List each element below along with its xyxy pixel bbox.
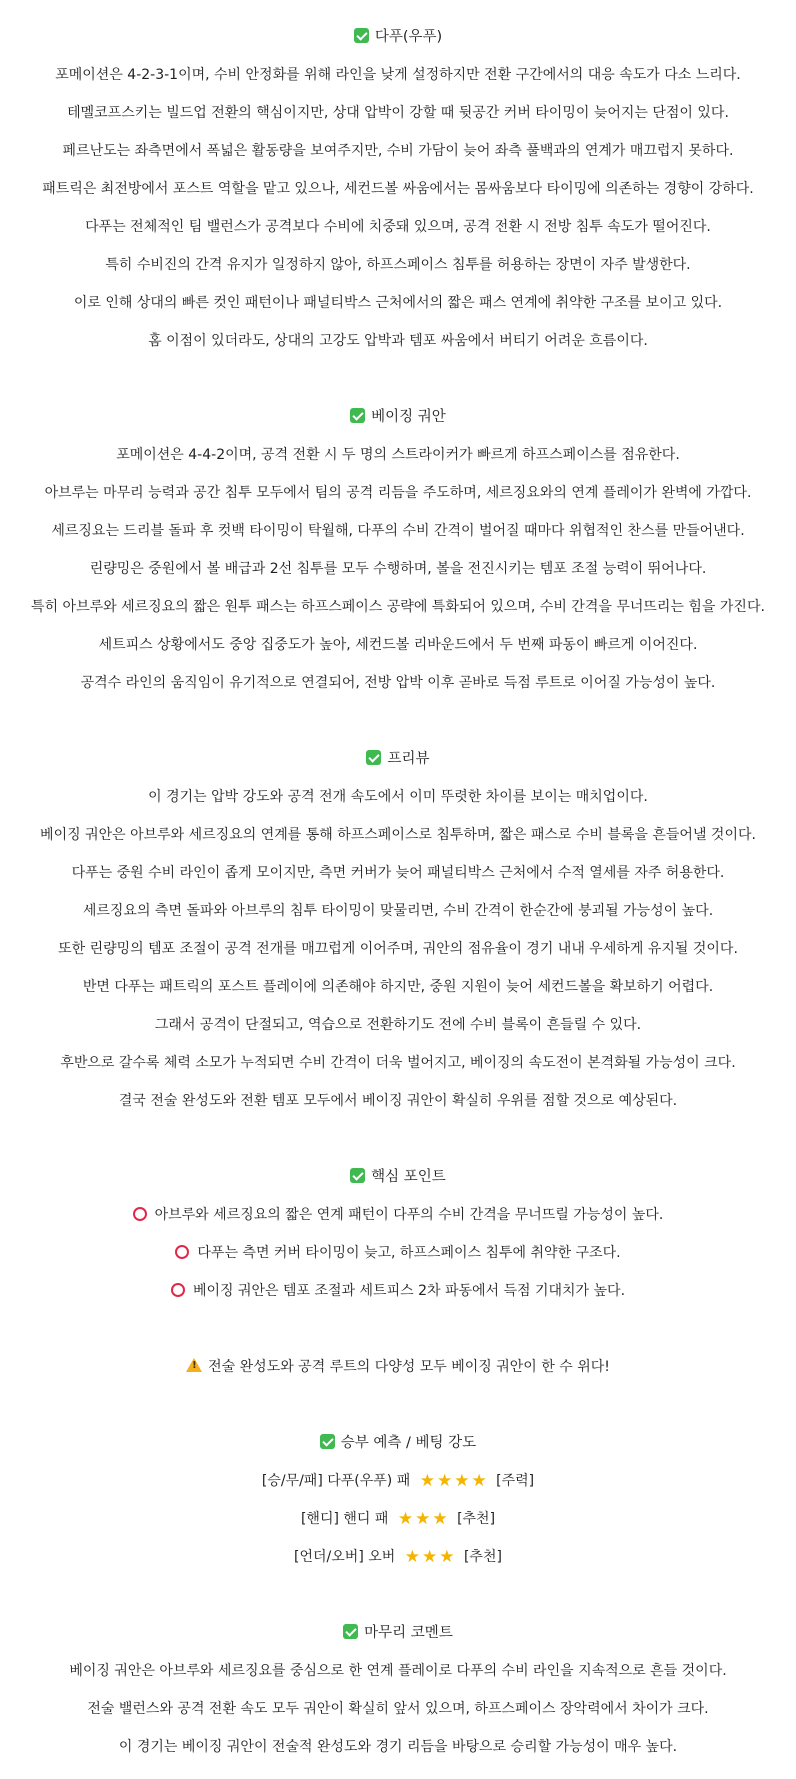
paragraph-line: 베이징 궈안은 아브루와 세르징요의 연계를 통해 하프스페이스로 침투하며, 짧은 패스로 수비 블록을 흔들어낼 것이다. <box>40 827 756 843</box>
prediction-label: [핸디] 핸디 패 <box>300 1511 389 1527</box>
paragraph-line: 베이징 궈안은 아브루와 세르징요를 중심으로 한 연계 플레이로 다푸의 수비 라인을 지속적으로 흔들 것이다. <box>69 1663 727 1679</box>
prediction-tag: [추천] <box>463 1549 502 1565</box>
paragraph-line: 이로 인해 상대의 빠른 컷인 패턴이나 패널티박스 근처에서의 짧은 패스 연계에 취약한 구조를 보이고 있다. <box>73 295 723 311</box>
star-rating <box>419 1471 488 1491</box>
warning-icon <box>186 1358 202 1372</box>
prediction-row <box>0 1502 796 1540</box>
star-icon: ★ <box>439 1547 455 1567</box>
section-heading <box>0 1616 796 1654</box>
heading-text: 마무리 코멘트 <box>364 1625 453 1641</box>
circle-icon <box>175 1245 189 1259</box>
star-icon: ★ <box>436 1471 453 1491</box>
check-icon <box>320 1434 335 1449</box>
paragraph-line: 세르징요는 드리블 돌파 후 컷백 타이밍이 탁월해, 다푸의 수비 간격이 벌어질 때마다 위협적인 찬스를 만들어낸다. <box>51 523 745 539</box>
paragraph-line: 페르난도는 좌측면에서 폭넓은 활동량을 보여주지만, 수비 가담이 늦어 좌측 풀백과의 연계가 매끄럽지 못하다. <box>62 143 734 159</box>
check-icon <box>343 1624 358 1639</box>
prediction-tag: [추천] <box>457 1511 496 1527</box>
paragraph-line: 다푸는 전체적인 팀 밸런스가 공격보다 수비에 치중돼 있으며, 공격 전환 시 전방 침투 속도가 떨어진다. <box>85 219 711 235</box>
star-rating <box>397 1509 449 1529</box>
paragraph-line: 그래서 공격이 단절되고, 역습으로 전환하기도 전에 수비 블록이 흔들릴 수 있다. <box>154 1017 642 1033</box>
section-heading <box>0 1426 796 1464</box>
paragraph-line: 패트릭은 최전방에서 포스트 역할을 맡고 있으나, 세컨드볼 싸움에서는 몸싸움보다 타이밍에 의존하는 경향이 강하다. <box>42 181 754 197</box>
paragraph-line: 다푸는 중원 수비 라인이 좁게 모이지만, 측면 커버가 늦어 패널티박스 근처에서 수적 열세를 자주 허용한다. <box>71 865 725 881</box>
paragraph-line: 이 경기는 베이징 궈안이 전술적 완성도와 경기 리듬을 바탕으로 승리할 가능성이 매우 높다. <box>118 1739 678 1755</box>
check-icon <box>350 408 365 423</box>
key-point-item <box>0 1236 796 1274</box>
warning-text: 전술 완성도와 공격 루트의 다양성 모두 베이징 궈안이 한 수 위다! <box>208 1359 610 1375</box>
key-point-text: 아브루와 세르징요의 짧은 연계 패턴이 다푸의 수비 간격을 무너뜨릴 가능성이 높다. <box>154 1207 664 1223</box>
star-icon: ★ <box>404 1547 420 1567</box>
prediction-row <box>0 1540 796 1578</box>
key-point-text: 다푸는 측면 커버 타이밍이 늦고, 하프스페이스 침투에 취약한 구조다. <box>197 1245 621 1261</box>
key-point-item <box>0 1274 796 1312</box>
key-point-item <box>0 1198 796 1236</box>
prediction-tag: [주력] <box>496 1473 535 1489</box>
prediction-row <box>0 1464 796 1502</box>
warning-line <box>0 1350 796 1388</box>
section-heading <box>0 400 796 438</box>
section-closing <box>0 1616 796 1768</box>
paragraph-line: 린량밍은 중원에서 볼 배급과 2선 침투를 모두 수행하며, 볼을 전진시키는 템포 조절 능력이 뛰어나다. <box>89 561 707 577</box>
paragraph-line: 포메이션은 4-4-2이며, 공격 전환 시 두 명의 스트라이커가 빠르게 하프스페이스를 점유한다. <box>116 447 680 463</box>
paragraph-line: 반면 다푸는 패트릭의 포스트 플레이에 의존해야 하지만, 중원 지원이 늦어 세컨드볼을 확보하기 어렵다. <box>82 979 714 995</box>
star-rating <box>404 1547 456 1567</box>
paragraph-line: 또한 린량밍의 템포 조절이 공격 전개를 매끄럽게 이어주며, 궈안의 점유율이 경기 내내 우세하게 유지될 것이다. <box>58 941 738 957</box>
star-icon: ★ <box>415 1509 431 1529</box>
heading-text: 프리뷰 <box>387 751 430 767</box>
star-icon: ★ <box>422 1547 438 1567</box>
paragraph-line: 세트피스 상황에서도 중앙 집중도가 높아, 세컨드볼 리바운드에서 두 번째 파동이 빠르게 이어진다. <box>98 637 698 653</box>
circle-icon <box>133 1207 147 1221</box>
star-icon: ★ <box>471 1471 487 1491</box>
section-key-points <box>0 1160 796 1312</box>
heading-text: 핵심 포인트 <box>371 1169 446 1185</box>
section-dapu <box>0 20 796 362</box>
prediction-label: [언더/오버] 오버 <box>294 1549 396 1565</box>
heading-text: 다푸(우푸) <box>374 29 443 45</box>
section-preview <box>0 742 796 1122</box>
paragraph-line: 세르징요의 측면 돌파와 아브루의 침투 타이밍이 맞물리면, 수비 간격이 한순간에 붕괴될 가능성이 높다. <box>82 903 714 919</box>
star-icon: ★ <box>419 1471 435 1491</box>
paragraph-line: 후반으로 갈수록 체력 소모가 누적되면 수비 간격이 더욱 벌어지고, 베이징의 속도전이 본격화될 가능성이 크다. <box>60 1055 736 1071</box>
star-icon: ★ <box>397 1509 414 1529</box>
paragraph-line: 특히 아브루와 세르징요의 짧은 원투 패스는 하프스페이스 공략에 특화되어 있으며, 수비 간격을 무너뜨리는 힘을 가진다. <box>31 599 765 615</box>
check-icon <box>354 28 369 43</box>
prediction-label: [승/무/패] 다푸(우푸) 패 <box>261 1473 411 1489</box>
section-warning <box>0 1350 796 1388</box>
star-icon: ★ <box>432 1509 448 1529</box>
check-icon <box>350 1168 365 1183</box>
section-prediction <box>0 1426 796 1578</box>
section-heading <box>0 20 796 58</box>
paragraph-line: 홈 이점이 있더라도, 상대의 고강도 압박과 템포 싸움에서 버티기 어려운 흐름이다. <box>148 333 648 349</box>
key-point-text: 베이징 궈안은 템포 조절과 세트피스 2차 파동에서 득점 기대치가 높다. <box>192 1283 626 1299</box>
section-heading <box>0 1160 796 1198</box>
paragraph-line: 전술 밸런스와 공격 전환 속도 모두 궈안이 확실히 앞서 있으며, 하프스페이스 장악력에서 차이가 크다. <box>87 1701 709 1717</box>
paragraph-line: 공격수 라인의 움직임이 유기적으로 연결되어, 전방 압박 이후 곧바로 득점 루트로 이어질 가능성이 높다. <box>80 675 716 691</box>
heading-text: 승부 예측 / 베팅 강도 <box>340 1435 477 1451</box>
heading-text: 베이징 궈안 <box>371 409 446 425</box>
paragraph-line: 이 경기는 압박 강도와 공격 전개 속도에서 이미 뚜렷한 차이를 보이는 매치업이다. <box>148 789 648 805</box>
check-icon <box>366 750 381 765</box>
paragraph-line: 포메이션은 4-2-3-1이며, 수비 안정화를 위해 라인을 낮게 설정하지만 전환 구간에서의 대응 속도가 다소 느리다. <box>55 67 741 83</box>
paragraph-line: 테멜코프스키는 빌드업 전환의 핵심이지만, 상대 압박이 강할 때 뒷공간 커버 타이밍이 늦어지는 단점이 있다. <box>67 105 729 121</box>
circle-icon <box>171 1283 185 1297</box>
section-beijing <box>0 400 796 704</box>
paragraph-line: 아브루는 마무리 능력과 공간 침투 모두에서 팀의 공격 리듬을 주도하며, 세르징요와의 연계 플레이가 완벽에 가깝다. <box>44 485 752 501</box>
paragraph-line: 특히 수비진의 간격 유지가 일정하지 않아, 하프스페이스 침투를 허용하는 장면이 자주 발생한다. <box>105 257 691 273</box>
section-heading <box>0 742 796 780</box>
paragraph-line: 결국 전술 완성도와 전환 템포 모두에서 베이징 궈안이 확실히 우위를 점할 것으로 예상된다. <box>118 1093 678 1109</box>
star-icon: ★ <box>454 1471 470 1491</box>
